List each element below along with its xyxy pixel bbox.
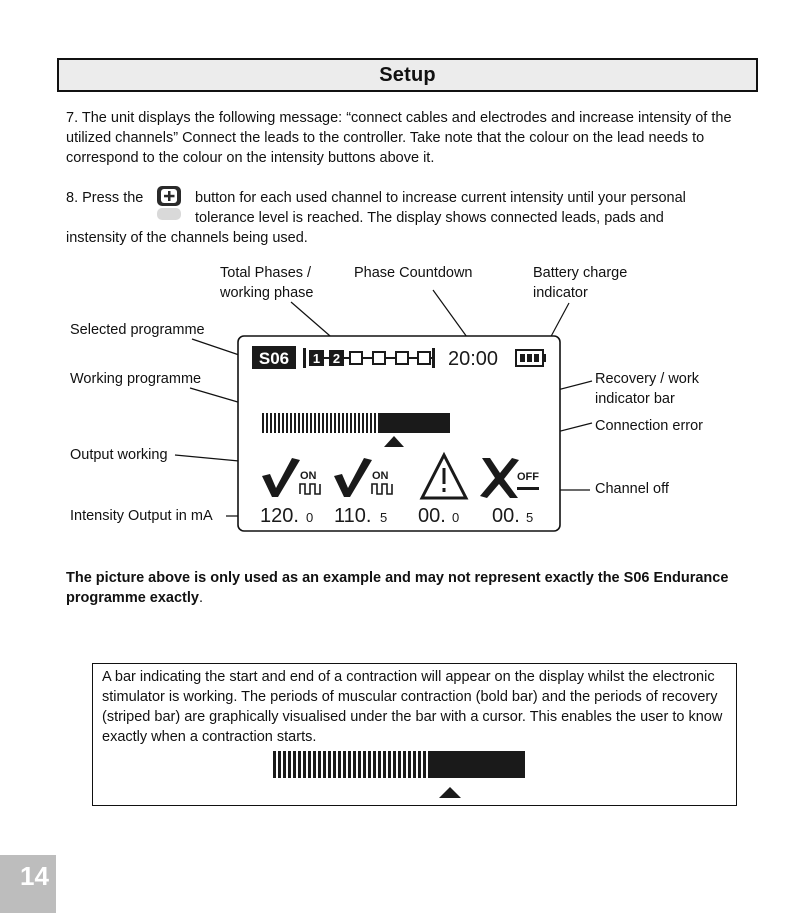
page-number: 14 [20, 861, 49, 891]
stripe [290, 413, 292, 433]
explanation-box [92, 663, 737, 806]
stripe [383, 751, 386, 778]
stripe [408, 751, 411, 778]
stripe [362, 413, 364, 433]
label-total-phases-1: Total Phases / [220, 265, 312, 281]
stripe [388, 751, 391, 778]
stripe [423, 751, 426, 778]
stripe [343, 751, 346, 778]
disclaimer-period: . [198, 590, 204, 606]
label-output-working: Output working [70, 447, 168, 463]
work-bar-2 [429, 751, 525, 778]
stripe [326, 413, 328, 433]
stripe [278, 413, 280, 433]
explanation-text: A bar indicating the start and end of a contraction will appear on the display whilst the electronic stimulator is working. The periods of muscular contraction (bold bar) and the periods of recovery (striped bar) are graphically visualised under the bar with a cursor. This enables the user to know exactly when a contraction starts. [102, 669, 723, 745]
ch4-decimal: 5 [526, 510, 534, 525]
stripe [313, 751, 316, 778]
section-title: Setup [379, 63, 436, 86]
countdown-text: 20:00 [448, 348, 499, 370]
stripe [393, 751, 396, 778]
stripe [354, 413, 356, 433]
label-recovery-1: Recovery / work [595, 371, 699, 387]
label-recovery-2: indicator bar [595, 391, 675, 407]
stripe [273, 751, 276, 778]
label-connection-error: Connection error [595, 418, 703, 434]
stripe [342, 413, 344, 433]
ch2-decimal: 5 [380, 510, 388, 525]
stripe [330, 413, 332, 433]
stripe [318, 413, 320, 433]
stripe [270, 413, 272, 433]
on-label-1: ON [300, 470, 317, 482]
stripe [403, 751, 406, 778]
label-working-programme: Working programme [70, 371, 202, 387]
recovery-stripes [262, 413, 376, 433]
label-total-phases-2: working phase [220, 285, 314, 301]
stripe [378, 751, 381, 778]
stripe [368, 751, 371, 778]
stripe [334, 413, 336, 433]
ch2-intensity: 110. [334, 505, 372, 527]
stripe [328, 751, 331, 778]
disclaimer-text: The picture above is only used as an example and may not represent exactly the S06 Endurance programme exactly [66, 570, 729, 606]
stripe [306, 413, 308, 433]
stripe [288, 751, 291, 778]
explanation-bar-diagram [93, 664, 736, 805]
stripe [286, 413, 288, 433]
stripe [302, 413, 304, 433]
stripe [366, 413, 368, 433]
stripe [298, 413, 300, 433]
stripe [314, 413, 316, 433]
stripe [338, 751, 341, 778]
stripe [373, 751, 376, 778]
stripe [370, 413, 372, 433]
off-label: OFF [517, 471, 539, 483]
stripe [282, 413, 284, 433]
page-number-tab [0, 855, 56, 913]
stripe [338, 413, 340, 433]
stripe [262, 413, 264, 433]
battery-icon [516, 350, 546, 366]
stripe [274, 413, 276, 433]
stripe [294, 413, 296, 433]
stripe [374, 413, 376, 433]
stripe [318, 751, 321, 778]
stripe [413, 751, 416, 778]
phase-2-text: 2 [332, 351, 341, 366]
recovery-stripes-2 [273, 751, 431, 778]
stripe [298, 751, 301, 778]
ch1-intensity: 120. [260, 505, 299, 527]
stripe [398, 751, 401, 778]
label-battery-2: indicator [533, 285, 588, 301]
stripe [346, 413, 348, 433]
step-8-prefix: 8. Press the [66, 190, 144, 206]
ch4-intensity: 00. [492, 505, 520, 527]
stripe [350, 413, 352, 433]
programme-text: S06 [258, 349, 290, 368]
stripe [353, 751, 356, 778]
step-8-line-1: button for each used channel to increase current intensity until your personal [195, 190, 686, 206]
label-selected-programme: Selected programme [70, 322, 205, 338]
stripe [266, 413, 268, 433]
stripe [358, 413, 360, 433]
stripe [293, 751, 296, 778]
label-intensity-output: Intensity Output in mA [70, 508, 213, 524]
ch1-decimal: 0 [306, 510, 314, 525]
step-8-line-2: tolerance level is reached. The display shows connected leads, pads and [195, 210, 664, 226]
step-7-text: 7. The unit displays the following message: “connect cables and electrodes and increase intensity of the utilized channels” Connect the leads to the controller. Take note that the colour on the lead needs to correspond to the colour on the intensity buttons above it. [66, 110, 732, 166]
stripe [278, 751, 281, 778]
cursor-icon-2 [439, 787, 461, 798]
stripe [333, 751, 336, 778]
on-label-2: ON [372, 470, 389, 482]
stripe [322, 413, 324, 433]
stripe [348, 751, 351, 778]
stripe [323, 751, 326, 778]
stripe [418, 751, 421, 778]
label-phase-countdown: Phase Countdown [354, 265, 473, 281]
ch3-intensity: 00. [418, 505, 446, 527]
stripe [358, 751, 361, 778]
stripe [303, 751, 306, 778]
stripe [363, 751, 366, 778]
stripe [310, 413, 312, 433]
stripe [283, 751, 286, 778]
work-bar [378, 413, 450, 433]
step-8-line-3: instensity of the channels being used. [66, 230, 308, 246]
phase-1-text: 1 [312, 351, 321, 366]
label-battery-1: Battery charge [533, 265, 628, 281]
disclaimer-note [66, 568, 766, 608]
stripe [308, 751, 311, 778]
label-channel-off: Channel off [595, 481, 669, 497]
ch3-decimal: 0 [452, 510, 460, 525]
